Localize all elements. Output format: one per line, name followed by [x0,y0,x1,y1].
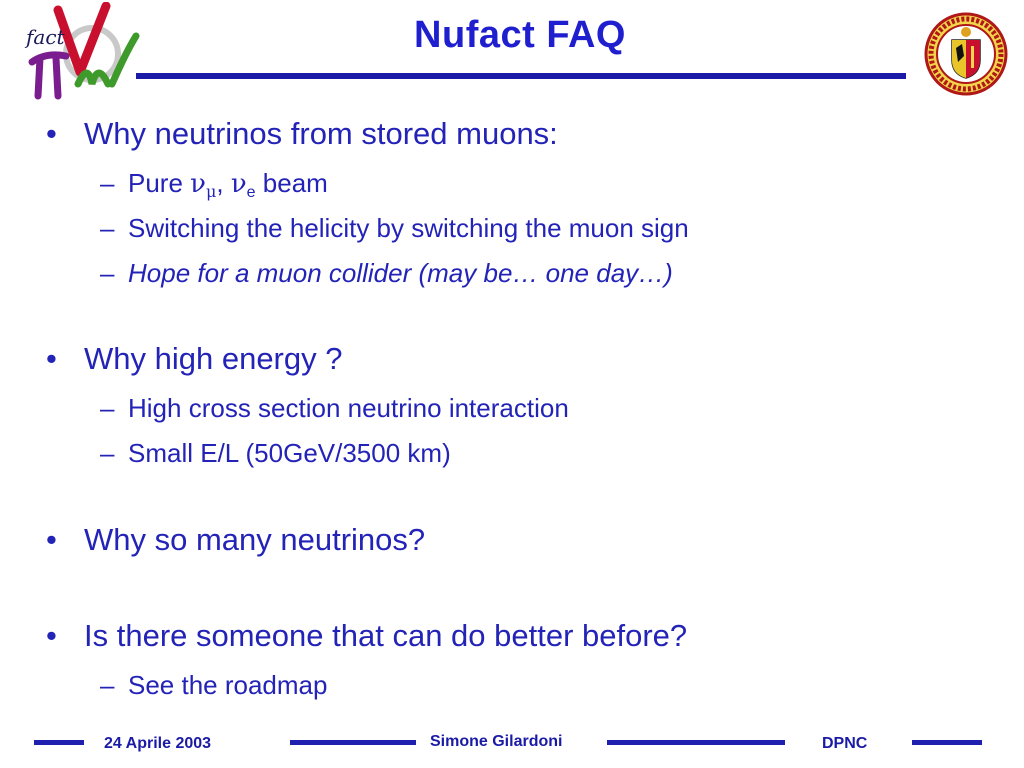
pure-suffix: beam [255,168,328,198]
e-subscript: e [246,184,256,201]
mu-subscript: μ [205,182,217,201]
footer-bar-left [34,740,84,745]
pure-prefix: Pure [128,168,191,198]
bullet-marker: • [46,618,57,653]
page-title: Nufact FAQ [414,14,626,56]
bullet-marker: • [46,522,57,557]
dash-marker: – [100,258,115,288]
footer-bar-right [912,740,982,745]
sub-text: Hope for a muon collider (may be… one day…) [128,258,673,288]
footer-date: 24 Aprile 2003 [104,735,212,752]
pure-separator: , [216,168,231,198]
footer-bar-center-left [290,740,416,745]
bullet-text: Why neutrinos from stored muons: [84,116,558,151]
sub-text: See the roadmap [128,670,328,700]
sub-text: Switching the helicity by switching the muon sign [128,213,689,243]
footer-author: Simone Gilardoni [430,733,563,750]
dash-marker: – [100,393,115,423]
bullet-text: Why so many neutrinos? [84,522,426,557]
dash-marker: – [100,213,115,243]
bullet-marker: • [46,341,57,376]
dash-marker: – [100,438,115,468]
sub-text: Small E/L (50GeV/3500 km) [128,438,451,468]
title-divider [136,73,906,79]
bullet-marker: • [46,116,57,151]
footer-institute: DPNC [822,735,868,752]
nu-symbol: ν [230,169,247,199]
university-seal-icon [924,12,1008,96]
footer-bar-center-right [607,740,785,745]
sub-text [128,168,328,202]
bullet-text: Why high energy ? [84,341,343,376]
dash-marker: – [100,168,115,198]
dash-marker: – [100,670,115,700]
logo-fact-text: fact [26,25,65,49]
nufact-logo [22,2,142,102]
nu-symbol: ν [190,169,206,199]
bullet-text: Is there someone that can do better before? [84,618,688,653]
sub-text: High cross section neutrino interaction [128,393,569,423]
